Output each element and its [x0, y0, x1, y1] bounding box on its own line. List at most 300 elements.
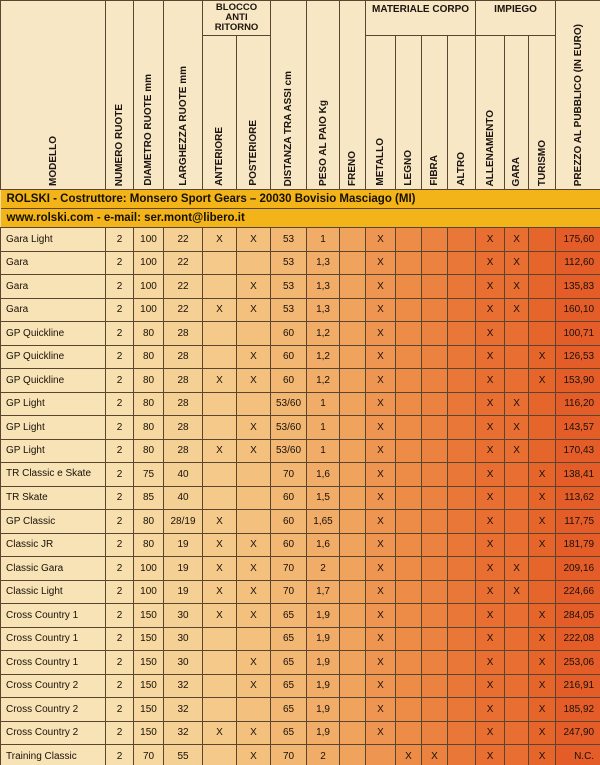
allenamento-cell: X — [476, 345, 505, 369]
metallo-cell: X — [366, 604, 396, 628]
numero-ruote-cell: 2 — [106, 275, 134, 299]
altro-cell — [448, 580, 476, 604]
metallo-cell: X — [366, 651, 396, 675]
fibra-cell — [422, 463, 448, 487]
legno-cell — [396, 486, 422, 510]
gara-cell: X — [505, 580, 529, 604]
table-row — [1, 486, 600, 510]
peso-cell: 1,9 — [307, 651, 340, 675]
model-cell: Cross Country 2 — [1, 721, 106, 745]
peso-cell: 2 — [307, 745, 340, 765]
metallo-cell: X — [366, 275, 396, 299]
distanza-assi-cell: 65 — [271, 627, 307, 651]
allenamento-cell: X — [476, 322, 505, 346]
legno-cell — [396, 228, 422, 252]
larghezza-cell: 19 — [164, 557, 203, 581]
turismo-cell — [529, 580, 556, 604]
turismo-cell: X — [529, 533, 556, 557]
larghezza-cell: 28 — [164, 439, 203, 463]
larghezza-cell: 30 — [164, 651, 203, 675]
anteriore-cell: X — [203, 510, 237, 534]
numero-ruote-cell: 2 — [106, 651, 134, 675]
fibra-cell — [422, 345, 448, 369]
fibra-cell — [422, 251, 448, 275]
diametro-cell: 70 — [134, 745, 164, 765]
diametro-cell: 80 — [134, 533, 164, 557]
posteriore-cell: X — [237, 533, 271, 557]
table-row — [1, 557, 600, 581]
peso-cell: 1,9 — [307, 604, 340, 628]
metallo-cell: X — [366, 298, 396, 322]
gara-cell — [505, 698, 529, 722]
numero-ruote-cell: 2 — [106, 604, 134, 628]
numero-ruote-cell: 2 — [106, 439, 134, 463]
posteriore-cell — [237, 510, 271, 534]
anteriore-cell: X — [203, 557, 237, 581]
diametro-cell: 80 — [134, 439, 164, 463]
metallo-cell: X — [366, 557, 396, 581]
model-cell: GP Classic — [1, 510, 106, 534]
legno-cell — [396, 510, 422, 534]
table-row — [1, 510, 600, 534]
table-row — [1, 533, 600, 557]
altro-cell — [448, 486, 476, 510]
fibra-cell — [422, 533, 448, 557]
posteriore-cell — [237, 392, 271, 416]
prezzo-cell: 224,66 — [556, 580, 600, 604]
header-metallo: METALLO — [366, 36, 396, 190]
numero-ruote-cell: 2 — [106, 369, 134, 393]
freno-cell — [340, 322, 366, 346]
metallo-cell: X — [366, 345, 396, 369]
freno-cell — [340, 345, 366, 369]
larghezza-cell: 19 — [164, 580, 203, 604]
header-turismo: TURISMO — [529, 36, 556, 190]
anteriore-cell — [203, 345, 237, 369]
anteriore-cell — [203, 416, 237, 440]
posteriore-cell: X — [237, 228, 271, 252]
fibra-cell: X — [422, 745, 448, 765]
turismo-cell: X — [529, 369, 556, 393]
metallo-cell: X — [366, 463, 396, 487]
numero-ruote-cell: 2 — [106, 463, 134, 487]
gara-cell — [505, 651, 529, 675]
anteriore-cell: X — [203, 604, 237, 628]
distanza-assi-cell: 53/60 — [271, 416, 307, 440]
altro-cell — [448, 392, 476, 416]
turismo-cell — [529, 322, 556, 346]
fibra-cell — [422, 275, 448, 299]
header-fibra: FIBRA — [422, 36, 448, 190]
posteriore-cell — [237, 251, 271, 275]
altro-cell — [448, 275, 476, 299]
table-row — [1, 651, 600, 675]
diametro-cell: 85 — [134, 486, 164, 510]
prezzo-cell: 222,08 — [556, 627, 600, 651]
peso-cell: 1,2 — [307, 322, 340, 346]
numero-ruote-cell: 2 — [106, 298, 134, 322]
manufacturer-contact: www.rolski.com - e-mail: ser.mont@libero.it — [1, 209, 600, 228]
prezzo-cell: 175,60 — [556, 228, 600, 252]
freno-cell — [340, 698, 366, 722]
diametro-cell: 75 — [134, 463, 164, 487]
allenamento-cell: X — [476, 604, 505, 628]
legno-cell — [396, 533, 422, 557]
gara-cell — [505, 745, 529, 765]
turismo-cell — [529, 416, 556, 440]
metallo-cell: X — [366, 439, 396, 463]
prezzo-cell: 100,71 — [556, 322, 600, 346]
distanza-assi-cell: 70 — [271, 463, 307, 487]
distanza-assi-cell: 60 — [271, 345, 307, 369]
peso-cell: 1,6 — [307, 463, 340, 487]
metallo-cell: X — [366, 392, 396, 416]
freno-cell — [340, 510, 366, 534]
header-numero-ruote: NUMERO RUOTE — [106, 1, 134, 190]
model-cell: Gara Light — [1, 228, 106, 252]
larghezza-cell: 30 — [164, 627, 203, 651]
larghezza-cell: 28 — [164, 416, 203, 440]
freno-cell — [340, 486, 366, 510]
anteriore-cell — [203, 322, 237, 346]
altro-cell — [448, 533, 476, 557]
peso-cell: 1 — [307, 439, 340, 463]
larghezza-cell: 28 — [164, 345, 203, 369]
freno-cell — [340, 275, 366, 299]
legno-cell — [396, 416, 422, 440]
model-cell: Classic Light — [1, 580, 106, 604]
posteriore-cell — [237, 486, 271, 510]
allenamento-cell: X — [476, 510, 505, 534]
fibra-cell — [422, 322, 448, 346]
larghezza-cell: 22 — [164, 228, 203, 252]
fibra-cell — [422, 674, 448, 698]
diametro-cell: 80 — [134, 322, 164, 346]
anteriore-cell — [203, 392, 237, 416]
posteriore-cell — [237, 463, 271, 487]
diametro-cell: 150 — [134, 721, 164, 745]
numero-ruote-cell: 2 — [106, 533, 134, 557]
fibra-cell — [422, 228, 448, 252]
prezzo-cell: 143,57 — [556, 416, 600, 440]
larghezza-cell: 32 — [164, 674, 203, 698]
prezzo-cell: 160,10 — [556, 298, 600, 322]
posteriore-cell: X — [237, 298, 271, 322]
fibra-cell — [422, 486, 448, 510]
turismo-cell: X — [529, 745, 556, 765]
fibra-cell — [422, 557, 448, 581]
header-materiale-group: MATERIALE CORPO — [366, 1, 476, 36]
larghezza-cell: 28 — [164, 322, 203, 346]
diametro-cell: 80 — [134, 510, 164, 534]
prezzo-cell: 181,79 — [556, 533, 600, 557]
fibra-cell — [422, 369, 448, 393]
posteriore-cell: X — [237, 604, 271, 628]
legno-cell — [396, 369, 422, 393]
altro-cell — [448, 745, 476, 765]
peso-cell: 1,9 — [307, 721, 340, 745]
allenamento-cell: X — [476, 580, 505, 604]
model-cell: Classic JR — [1, 533, 106, 557]
altro-cell — [448, 463, 476, 487]
diametro-cell: 80 — [134, 416, 164, 440]
numero-ruote-cell: 2 — [106, 627, 134, 651]
altro-cell — [448, 228, 476, 252]
anteriore-cell — [203, 275, 237, 299]
gara-cell — [505, 627, 529, 651]
table-row — [1, 674, 600, 698]
posteriore-cell: X — [237, 416, 271, 440]
legno-cell — [396, 463, 422, 487]
numero-ruote-cell: 2 — [106, 510, 134, 534]
peso-cell: 2 — [307, 557, 340, 581]
prezzo-cell: 170,43 — [556, 439, 600, 463]
distanza-assi-cell: 53 — [271, 275, 307, 299]
posteriore-cell: X — [237, 580, 271, 604]
anteriore-cell: X — [203, 721, 237, 745]
distanza-assi-cell: 70 — [271, 580, 307, 604]
posteriore-cell: X — [237, 557, 271, 581]
legno-cell — [396, 439, 422, 463]
turismo-cell: X — [529, 486, 556, 510]
legno-cell — [396, 345, 422, 369]
diametro-cell: 150 — [134, 604, 164, 628]
altro-cell — [448, 604, 476, 628]
gara-cell — [505, 533, 529, 557]
model-cell: Cross Country 1 — [1, 651, 106, 675]
allenamento-cell: X — [476, 745, 505, 765]
metallo-cell: X — [366, 322, 396, 346]
fibra-cell — [422, 721, 448, 745]
peso-cell: 1,7 — [307, 580, 340, 604]
table-row — [1, 369, 600, 393]
altro-cell — [448, 674, 476, 698]
freno-cell — [340, 557, 366, 581]
diametro-cell: 100 — [134, 557, 164, 581]
allenamento-cell: X — [476, 416, 505, 440]
peso-cell: 1 — [307, 392, 340, 416]
posteriore-cell — [237, 627, 271, 651]
larghezza-cell: 40 — [164, 463, 203, 487]
prezzo-cell: 135,83 — [556, 275, 600, 299]
diametro-cell: 100 — [134, 228, 164, 252]
posteriore-cell: X — [237, 674, 271, 698]
anteriore-cell — [203, 251, 237, 275]
metallo-cell: X — [366, 416, 396, 440]
distanza-assi-cell: 53 — [271, 298, 307, 322]
freno-cell — [340, 533, 366, 557]
header-prezzo: PREZZO AL PUBBLICO (IN EURO) — [556, 1, 600, 190]
freno-cell — [340, 369, 366, 393]
turismo-cell — [529, 298, 556, 322]
table-row — [1, 416, 600, 440]
fibra-cell — [422, 627, 448, 651]
table-row — [1, 439, 600, 463]
legno-cell — [396, 651, 422, 675]
distanza-assi-cell: 53 — [271, 251, 307, 275]
distanza-assi-cell: 65 — [271, 651, 307, 675]
header-altro: ALTRO — [448, 36, 476, 190]
table-row — [1, 721, 600, 745]
gara-cell — [505, 604, 529, 628]
anteriore-cell: X — [203, 439, 237, 463]
metallo-cell: X — [366, 698, 396, 722]
fibra-cell — [422, 416, 448, 440]
model-cell: TR Skate — [1, 486, 106, 510]
model-cell: TR Classic e Skate — [1, 463, 106, 487]
larghezza-cell: 28 — [164, 369, 203, 393]
numero-ruote-cell: 2 — [106, 251, 134, 275]
gara-cell: X — [505, 557, 529, 581]
fibra-cell — [422, 698, 448, 722]
metallo-cell: X — [366, 721, 396, 745]
freno-cell — [340, 228, 366, 252]
larghezza-cell: 30 — [164, 604, 203, 628]
peso-cell: 1,2 — [307, 369, 340, 393]
posteriore-cell: X — [237, 275, 271, 299]
diametro-cell: 80 — [134, 392, 164, 416]
anteriore-cell — [203, 627, 237, 651]
prezzo-cell: 216,91 — [556, 674, 600, 698]
anteriore-cell — [203, 463, 237, 487]
gara-cell: X — [505, 392, 529, 416]
altro-cell — [448, 439, 476, 463]
gara-cell: X — [505, 439, 529, 463]
distanza-assi-cell: 65 — [271, 674, 307, 698]
altro-cell — [448, 369, 476, 393]
metallo-cell: X — [366, 228, 396, 252]
allenamento-cell: X — [476, 721, 505, 745]
prezzo-cell: N.C. — [556, 745, 600, 765]
turismo-cell — [529, 439, 556, 463]
model-cell: Cross Country 2 — [1, 674, 106, 698]
model-cell: Training Classic — [1, 745, 106, 765]
allenamento-cell: X — [476, 627, 505, 651]
model-cell: Gara — [1, 251, 106, 275]
diametro-cell: 100 — [134, 275, 164, 299]
turismo-cell: X — [529, 721, 556, 745]
posteriore-cell: X — [237, 745, 271, 765]
larghezza-cell: 22 — [164, 298, 203, 322]
larghezza-cell: 19 — [164, 533, 203, 557]
numero-ruote-cell: 2 — [106, 416, 134, 440]
distanza-assi-cell: 65 — [271, 604, 307, 628]
diametro-cell: 150 — [134, 651, 164, 675]
diametro-cell: 100 — [134, 580, 164, 604]
metallo-cell: X — [366, 533, 396, 557]
larghezza-cell: 55 — [164, 745, 203, 765]
metallo-cell: X — [366, 510, 396, 534]
distanza-assi-cell: 65 — [271, 721, 307, 745]
numero-ruote-cell: 2 — [106, 580, 134, 604]
distanza-assi-cell: 60 — [271, 533, 307, 557]
metallo-cell: X — [366, 369, 396, 393]
gara-cell — [505, 486, 529, 510]
freno-cell — [340, 627, 366, 651]
legno-cell — [396, 557, 422, 581]
distanza-assi-cell: 60 — [271, 510, 307, 534]
larghezza-cell: 32 — [164, 721, 203, 745]
gara-cell — [505, 322, 529, 346]
peso-cell: 1,5 — [307, 486, 340, 510]
larghezza-cell: 22 — [164, 251, 203, 275]
posteriore-cell: X — [237, 345, 271, 369]
allenamento-cell: X — [476, 674, 505, 698]
legno-cell — [396, 698, 422, 722]
posteriore-cell: X — [237, 369, 271, 393]
turismo-cell: X — [529, 698, 556, 722]
fibra-cell — [422, 510, 448, 534]
anteriore-cell — [203, 674, 237, 698]
turismo-cell: X — [529, 651, 556, 675]
legno-cell: X — [396, 745, 422, 765]
anteriore-cell: X — [203, 228, 237, 252]
model-cell: Gara — [1, 275, 106, 299]
numero-ruote-cell: 2 — [106, 322, 134, 346]
gara-cell — [505, 674, 529, 698]
peso-cell: 1,3 — [307, 275, 340, 299]
peso-cell: 1,9 — [307, 627, 340, 651]
diametro-cell: 100 — [134, 298, 164, 322]
prezzo-cell: 116,20 — [556, 392, 600, 416]
gara-cell: X — [505, 228, 529, 252]
gara-cell — [505, 463, 529, 487]
header-larghezza-ruote: LARGHEZZA RUOTE mm — [164, 1, 203, 190]
distanza-assi-cell: 53/60 — [271, 392, 307, 416]
prezzo-cell: 153,90 — [556, 369, 600, 393]
gara-cell — [505, 345, 529, 369]
fibra-cell — [422, 651, 448, 675]
fibra-cell — [422, 604, 448, 628]
prezzo-cell: 209,16 — [556, 557, 600, 581]
altro-cell — [448, 345, 476, 369]
table-body — [1, 190, 600, 765]
anteriore-cell — [203, 698, 237, 722]
turismo-cell: X — [529, 463, 556, 487]
legno-cell — [396, 580, 422, 604]
legno-cell — [396, 721, 422, 745]
legno-cell — [396, 275, 422, 299]
allenamento-cell: X — [476, 298, 505, 322]
header-diametro-ruote: DIAMETRO RUOTE mm — [134, 1, 164, 190]
freno-cell — [340, 251, 366, 275]
peso-cell: 1,6 — [307, 533, 340, 557]
gara-cell — [505, 721, 529, 745]
posteriore-cell: X — [237, 721, 271, 745]
altro-cell — [448, 557, 476, 581]
metallo-cell: X — [366, 627, 396, 651]
numero-ruote-cell: 2 — [106, 345, 134, 369]
gara-cell: X — [505, 416, 529, 440]
distanza-assi-cell: 60 — [271, 322, 307, 346]
turismo-cell — [529, 392, 556, 416]
table-row — [1, 392, 600, 416]
distanza-assi-cell: 70 — [271, 745, 307, 765]
numero-ruote-cell: 2 — [106, 228, 134, 252]
model-cell: Cross Country 1 — [1, 604, 106, 628]
header-freno: FRENO — [340, 1, 366, 190]
gara-cell: X — [505, 275, 529, 299]
header-gara: GARA — [505, 36, 529, 190]
freno-cell — [340, 298, 366, 322]
distanza-assi-cell: 60 — [271, 486, 307, 510]
peso-cell: 1 — [307, 416, 340, 440]
freno-cell — [340, 416, 366, 440]
model-cell: GP Light — [1, 439, 106, 463]
header-modello: MODELLO — [1, 1, 106, 190]
allenamento-cell: X — [476, 392, 505, 416]
prezzo-cell: 138,41 — [556, 463, 600, 487]
